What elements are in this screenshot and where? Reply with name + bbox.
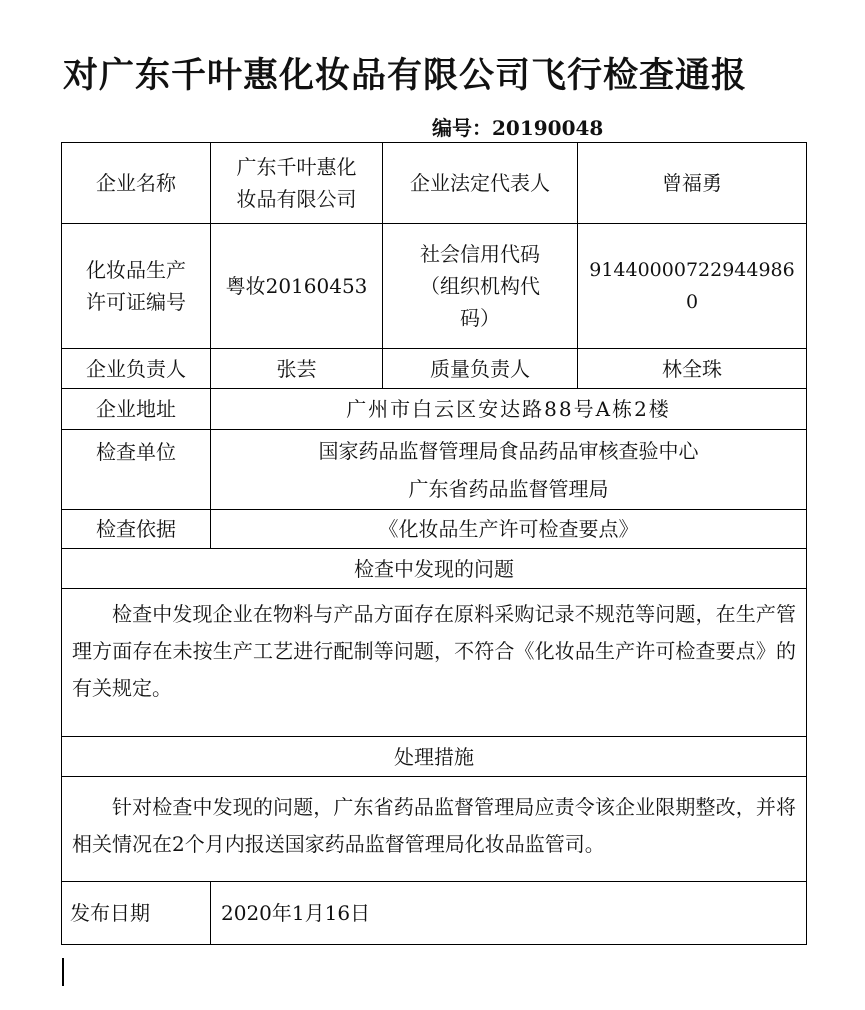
credit-code-label: 社会信用代码（组织机构代码）	[383, 224, 578, 349]
inspector-line-2: 广东省药品监督管理局	[408, 476, 609, 501]
legal-rep-label: 企业法定代表人	[383, 143, 578, 224]
problems-text: 检查中发现企业在物料与产品方面存在原料采购记录不规范等问题，在生产管理方面存在未按生产工艺进行配制等问题，不符合《化妆品生产许可检查要点》的有关规定。	[62, 589, 806, 737]
problems-heading: 检查中发现的问题	[62, 549, 806, 589]
company-name-value: 广东千叶惠化妆品有限公司	[211, 143, 383, 224]
document-number	[432, 112, 603, 141]
document-number-label: 编号：	[432, 116, 492, 140]
legal-rep-value: 曾福勇	[578, 143, 806, 224]
inspector-value	[211, 430, 806, 510]
quality-value: 林全珠	[578, 349, 806, 389]
document-title: 对广东千叶惠化妆品有限公司飞行检查通报	[63, 55, 748, 96]
company-name-label: 企业名称	[62, 143, 211, 224]
basis-label: 检查依据	[62, 510, 211, 549]
license-label: 化妆品生产许可证编号	[62, 224, 211, 349]
inspector-label: 检查单位	[62, 430, 211, 510]
basis-value: 《化妆品生产许可检查要点》	[211, 510, 806, 549]
credit-code-value: 91440000722944986 0	[578, 224, 806, 349]
document-number-value: 20190048	[492, 116, 604, 140]
address-label: 企业地址	[62, 389, 211, 430]
manager-label: 企业负责人	[62, 349, 211, 389]
license-value: 粤妆20160453	[211, 224, 383, 349]
inspection-table	[61, 142, 807, 945]
date-label: 发布日期	[62, 882, 211, 944]
manager-value: 张芸	[211, 349, 383, 389]
inspector-line-1: 国家药品监督管理局食品药品审核查验中心	[318, 438, 699, 463]
address-value: 广州市白云区安达路88号A栋2楼	[211, 389, 806, 430]
text-cursor	[62, 958, 64, 986]
quality-label: 质量负责人	[383, 349, 578, 389]
date-value: 2020年1月16日	[221, 901, 371, 925]
measures-heading: 处理措施	[62, 737, 806, 777]
measures-text: 针对检查中发现的问题，广东省药品监督管理局应责令该企业限期整改，并将相关情况在2个月内报送国家药品监督管理局化妆品监管司。	[62, 777, 806, 882]
